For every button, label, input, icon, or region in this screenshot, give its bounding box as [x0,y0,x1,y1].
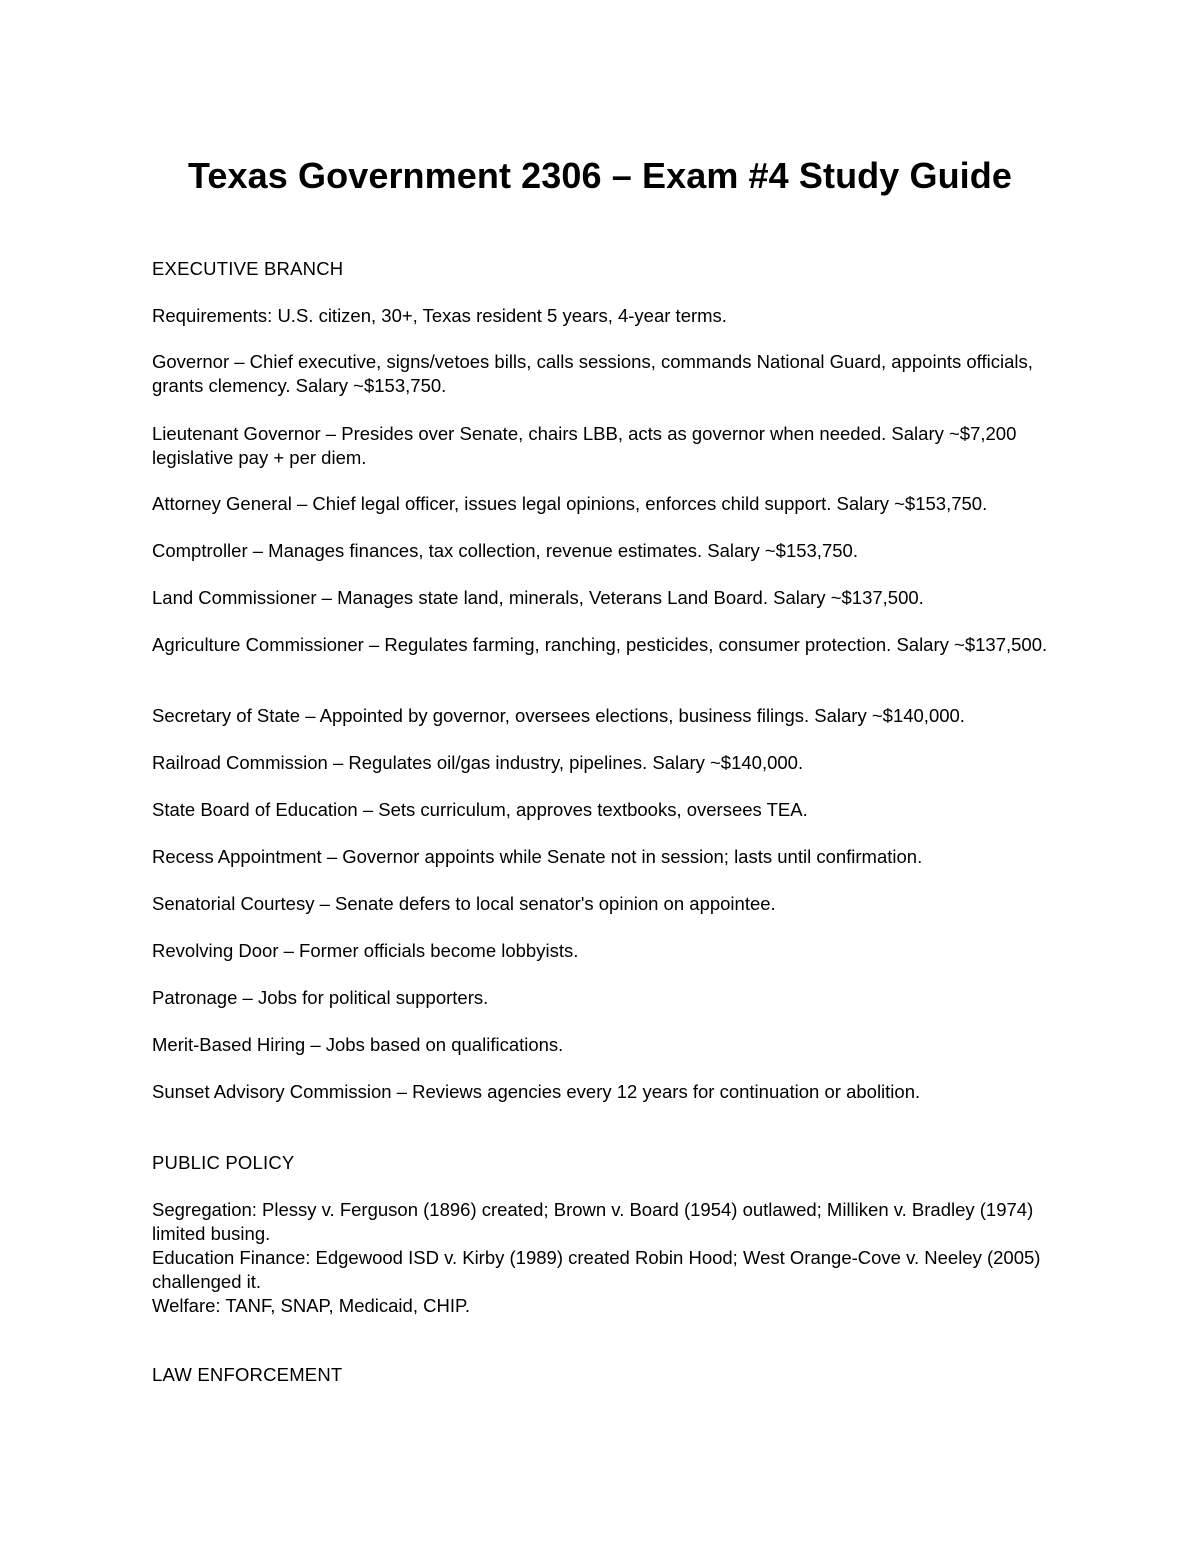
section-heading-public-policy: PUBLIC POLICY [152,1152,295,1173]
requirements-paragraph: Requirements: U.S. citizen, 30+, Texas resident 5 years, 4-year terms. [152,305,727,326]
patronage-paragraph: Patronage – Jobs for political supporters. [152,987,489,1008]
public-policy-paragraph [152,1198,1052,1318]
document-title: Texas Government 2306 – Exam #4 Study Guide [188,155,1012,196]
segregation-line: Segregation: Plessy v. Ferguson (1896) created; Brown v. Board (1954) outlawed; Milliken v. Bradley (1974) limited busing. [152,1199,1034,1244]
governor-paragraph: Governor – Chief executive, signs/vetoes bills, calls sessions, commands National Guard, appoints officials, grants clemency. Salary ~$153,750. [152,351,1033,396]
railroad-commission-paragraph: Railroad Commission – Regulates oil/gas industry, pipelines. Salary ~$140,000. [152,752,804,773]
state-board-of-education-paragraph: State Board of Education – Sets curriculum, approves textbooks, oversees TEA. [152,799,808,820]
sunset-commission-paragraph: Sunset Advisory Commission – Reviews agencies every 12 years for continuation or abolition. [152,1081,921,1102]
section-heading-law-enforcement: LAW ENFORCEMENT [152,1364,343,1385]
education-finance-line: Education Finance: Edgewood ISD v. Kirby (1989) created Robin Hood; West Orange-Cove v. Neeley (2005) challenged it. [152,1247,1041,1292]
lieutenant-governor-paragraph: Lieutenant Governor – Presides over Senate, chairs LBB, acts as governor when needed. Salary ~$7,200 legislative pay + per diem. [152,423,1017,468]
revolving-door-paragraph: Revolving Door – Former officials become lobbyists. [152,940,579,961]
attorney-general-paragraph: Attorney General – Chief legal officer, issues legal opinions, enforces child support. Salary ~$153,750. [152,493,988,514]
recess-appointment-paragraph: Recess Appointment – Governor appoints while Senate not in session; lasts until confirmation. [152,846,923,867]
senatorial-courtesy-paragraph: Senatorial Courtesy – Senate defers to local senator's opinion on appointee. [152,893,776,914]
section-heading-executive: EXECUTIVE BRANCH [152,258,344,279]
land-commissioner-paragraph: Land Commissioner – Manages state land, minerals, Veterans Land Board. Salary ~$137,500. [152,587,924,608]
secretary-of-state-paragraph: Secretary of State – Appointed by governor, oversees elections, business filings. Salary ~$140,000. [152,705,965,726]
merit-based-hiring-paragraph: Merit-Based Hiring – Jobs based on qualifications. [152,1034,564,1055]
comptroller-paragraph: Comptroller – Manages finances, tax collection, revenue estimates. Salary ~$153,750. [152,540,858,561]
agriculture-commissioner-paragraph: Agriculture Commissioner – Regulates farming, ranching, pesticides, consumer protection. Salary ~$137,500. [152,634,1048,655]
welfare-line: Welfare: TANF, SNAP, Medicaid, CHIP. [152,1295,471,1316]
